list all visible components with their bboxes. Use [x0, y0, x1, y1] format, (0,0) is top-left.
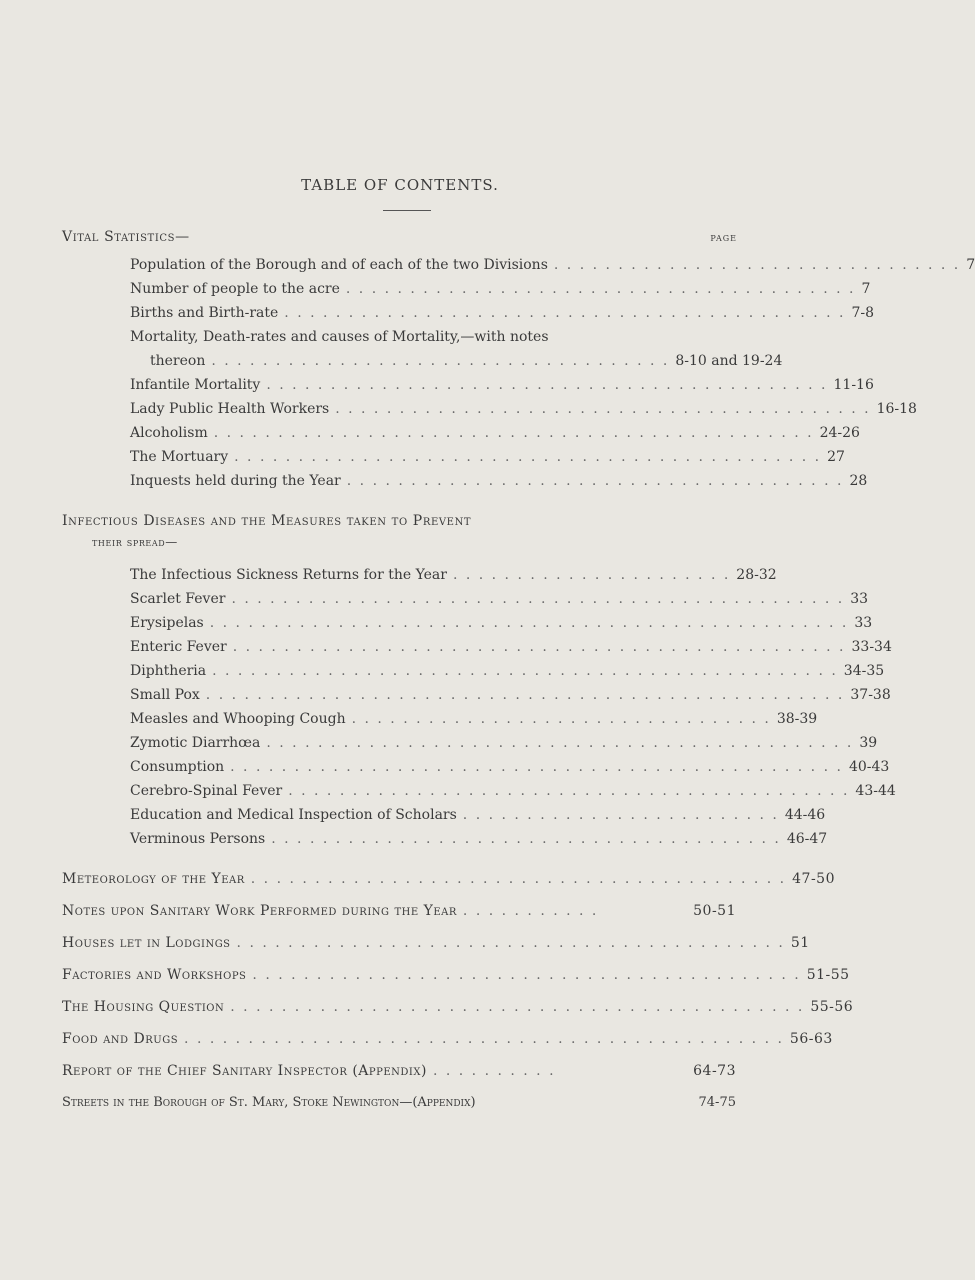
- entry-page: 11-16: [833, 377, 874, 393]
- leader-dots: . . . . . . . . . . . . . . . . . . . . . . . . . . . . . . . . .: [351, 711, 771, 727]
- leader-dots: . . . . . . . . . . . . . . . . . . . . . . . . . . . . . . . . . . . . . . . . . . . . . .: [234, 449, 822, 465]
- entry-page: 27: [827, 449, 845, 465]
- entry-page: 7: [861, 281, 871, 297]
- leader-dots: . . . . . . . . . . . . . . . . . . . . . . . . . . . . . . . . . . . . . . . . . . . . . . . .: [231, 591, 845, 607]
- toc-entry: [130, 376, 874, 394]
- leader-dots: . . . . . . . . . . . . . . . . . . . . . . . . . . . . . . . . . . . . . . . . . . . . . . .: [184, 1031, 784, 1047]
- entry-label: Cerebro-Spinal Fever: [130, 783, 283, 799]
- toc-entry-main: [62, 998, 854, 1016]
- entry-page: 43-44: [855, 783, 896, 799]
- entry-page: 51-55: [806, 967, 850, 983]
- leader-dots: . . . . . . . . . . . . . . . . . . . . . . . . . . . . . . . . . . . . . . . . . . . . . . . .: [232, 639, 846, 655]
- leader-dots: . . . . . . . . . . . . . . . . . . . . . . . . . . . . . . . . . . . . . . . . . . . . .: [230, 999, 805, 1015]
- entry-page: 56-63: [789, 1031, 833, 1047]
- entry-label: Report of the Chief Sanitary Inspector (Appendix): [62, 1063, 427, 1079]
- entry-label: Small Pox: [130, 687, 200, 703]
- leader-dots: . . . . . . . . . . . . . . . . . . . . . . . . . . . . . . . . . . . . . . . . . . . . . . . . . .: [209, 615, 849, 631]
- entry-page: 38-39: [776, 711, 818, 727]
- leader-dots: . . . . . . . . . . . . . . . . . . . . . . . . . . . . . . . . . . . . . . . . . .: [250, 871, 787, 887]
- toc-entry: [150, 352, 783, 370]
- toc-entry: [130, 782, 896, 800]
- page-column-label: page: [710, 230, 737, 244]
- toc-entry: [130, 830, 828, 848]
- leader-dots: . . . . . . . . . . . . . . . . . . . . . . . . . . . . . . . . . . . . . . . . . .: [335, 401, 871, 417]
- toc-entry: [130, 304, 875, 322]
- toc-entry: [130, 710, 818, 728]
- entry-label: Houses let in Lodgings: [62, 935, 231, 951]
- entry-page: 64-73: [693, 1063, 736, 1079]
- toc-entry: [130, 280, 871, 298]
- entry-label: Inquests held during the Year: [130, 473, 341, 489]
- entry-label: Food and Drugs: [62, 1031, 179, 1047]
- toc-entry: [130, 448, 845, 466]
- leader-dots: . . . . . . . . . . . . . . . . . . . . . . . . . . . . . . . . . . . . . . . .: [345, 281, 856, 297]
- entry-label: Enteric Fever: [130, 639, 227, 655]
- entry-label: The Mortuary: [130, 449, 229, 465]
- entry-page: 7: [966, 257, 975, 273]
- entry-page: 47-50: [792, 871, 835, 887]
- entry-page: 7-8: [851, 305, 875, 321]
- entry-label: Population of the Borough and of each of the two Divisions: [130, 257, 548, 273]
- entry-page: 40-43: [848, 759, 890, 775]
- leader-dots: . . . . . . . . . . . . . . . . . . . . . . . . . . . . . . . . . . . . . . . . . . . .: [284, 305, 846, 321]
- toc-entry: [130, 400, 917, 418]
- leader-dots: . . . . . . . . . . . . . . . . . . . . . . . . . . . . . . . . . . . . . . . . . . . . . . . . . .: [205, 687, 845, 703]
- entry-label: Zymotic Diarrhœa: [130, 735, 261, 751]
- leader-dots: . . . . . . . . . . . . . . . . . . . . . . . . . . . . . . . . . . . . . . . . . . .: [252, 967, 801, 983]
- leader-dots: . . . . . . . . . . . . . . . . . . . . . . . . . . . . . . . . . . . . . . . . . . . .: [266, 377, 828, 393]
- entry-page: 39: [859, 735, 878, 751]
- entry-page: 33: [850, 591, 869, 607]
- leader-dots: . . . . . . . . . . . . . . . . . . . . . .: [452, 567, 731, 583]
- section-heading-vital-statistics: Vital Statistics—: [62, 229, 190, 245]
- toc-entry: [130, 590, 869, 608]
- entry-label: Streets in the Borough of St. Mary, Stoke Newington—(Appendix): [62, 1095, 476, 1110]
- leader-dots: . . . . . . . . . . . . . . . . . . . . . . . . . . . . . . . . . . . . . . . .: [271, 831, 781, 847]
- toc-entry-main: [62, 1094, 736, 1112]
- toc-entry: [130, 686, 891, 704]
- toc-entry: [130, 566, 777, 584]
- toc-entry: [130, 256, 975, 274]
- leader-dots: . . . . . . . . . . . . . . . . . . . . . . . . . . . . . . . . . . . . . . . . . . . . . . .: [213, 425, 814, 441]
- entry-page: 24-26: [819, 425, 860, 441]
- leader-dots: . . . . . . . . . . . . . . . . . . . . . . . . . . . . . . . . . . . . . . . . . . . . . . . . .: [212, 663, 838, 679]
- toc-entry: [130, 734, 878, 752]
- toc-entry-main: [62, 902, 736, 920]
- entry-label: Lady Public Health Workers: [130, 401, 330, 417]
- entry-label: Measles and Whooping Cough: [130, 711, 346, 727]
- entry-label: Meteorology of the Year: [62, 871, 245, 887]
- toc-entry-main: [62, 966, 850, 984]
- entry-page: 50-51: [693, 903, 736, 919]
- entry-page: 33: [854, 615, 873, 631]
- leader-dots: . . . . . . . . . . . . . . . . . . . . . . . . . . . . . . . . . . . . . . .: [346, 473, 844, 489]
- entry-page: 44-46: [784, 807, 826, 823]
- toc-entry: [130, 472, 868, 490]
- toc-entry: [130, 424, 860, 442]
- section-heading-infectious: Infectious Diseases and the Measures taken to Prevent: [62, 513, 472, 529]
- toc-entry-main: [62, 1062, 736, 1080]
- leader-dots: . . . . . . . . . . . . . . . . . . . . . . . . . . . . . . . . . . . . . . . . . . . . . . . .: [230, 759, 843, 775]
- entry-label: Diphtheria: [130, 663, 207, 679]
- entry-page: 46-47: [786, 831, 828, 847]
- toc-entry: [130, 638, 892, 656]
- entry-label: Mortality, Death-rates and causes of Mortality,—with notes: [130, 329, 549, 345]
- toc-entry-main: [62, 1030, 833, 1048]
- entry-label: Number of people to the acre: [130, 281, 340, 297]
- entry-label: Alcoholism: [130, 425, 208, 441]
- entry-label: Factories and Workshops: [62, 967, 247, 983]
- entry-label: thereon: [150, 353, 206, 369]
- section-heading-infectious-cont: their spread—: [92, 535, 178, 549]
- entry-label: Notes upon Sanitary Work Performed during the Year: [62, 903, 457, 919]
- leader-dots: . . . . . . . . . . . . . . . . . . . . . . . . . . . . . . . . . . . .: [211, 353, 670, 369]
- leader-dots: . . . . . . . . . .: [432, 1063, 556, 1079]
- entry-page: 8-10 and 19-24: [675, 353, 783, 369]
- entry-page: 28-32: [736, 567, 777, 583]
- entry-label: The Infectious Sickness Returns for the Year: [130, 567, 447, 583]
- toc-entry: [130, 614, 873, 632]
- toc-entry: [130, 758, 890, 776]
- entry-page: 51: [790, 935, 810, 951]
- entry-page: 37-38: [850, 687, 891, 703]
- leader-dots: . . . . . . . . . . .: [462, 903, 599, 919]
- entry-page: 28: [849, 473, 868, 489]
- entry-label: Verminous Persons: [130, 831, 266, 847]
- entry-label: Erysipelas: [130, 615, 204, 631]
- toc-entry: [130, 662, 885, 680]
- leader-dots: . . . . . . . . . . . . . . . . . . . . . . . . . . . . . . . . . . . . . . . . . . . .: [288, 783, 850, 799]
- entry-label: Births and Birth-rate: [130, 305, 279, 321]
- leader-dots: . . . . . . . . . . . . . . . . . . . . . . . . . . . . . . . . . . . . . . . . . . . . . .: [266, 735, 854, 751]
- toc-entry-main: [62, 934, 810, 952]
- entry-page: 74-75: [698, 1095, 736, 1110]
- entry-page: 33-34: [851, 639, 892, 655]
- entry-label: The Housing Question: [62, 999, 225, 1015]
- entry-label: Infantile Mortality: [130, 377, 261, 393]
- entry-label: Education and Medical Inspection of Scholars: [130, 807, 457, 823]
- leader-dots: . . . . . . . . . . . . . . . . . . . . . . . . .: [462, 807, 779, 823]
- leader-dots: . . . . . . . . . . . . . . . . . . . . . . . . . . . . . . . . . . . . . . . . . . .: [236, 935, 785, 951]
- page-title: TABLE OF CONTENTS.: [301, 176, 499, 194]
- entry-page: 55-56: [810, 999, 854, 1015]
- entry-label: Scarlet Fever: [130, 591, 226, 607]
- entry-page: 16-18: [876, 401, 917, 417]
- entry-page: 34-35: [843, 663, 885, 679]
- entry-label: Consumption: [130, 759, 225, 775]
- leader-dots: . . . . . . . . . . . . . . . . . . . . . . . . . . . . . . . .: [553, 257, 961, 273]
- toc-entry: [130, 806, 826, 824]
- title-rule: [383, 210, 431, 211]
- toc-entry-main: [62, 870, 835, 888]
